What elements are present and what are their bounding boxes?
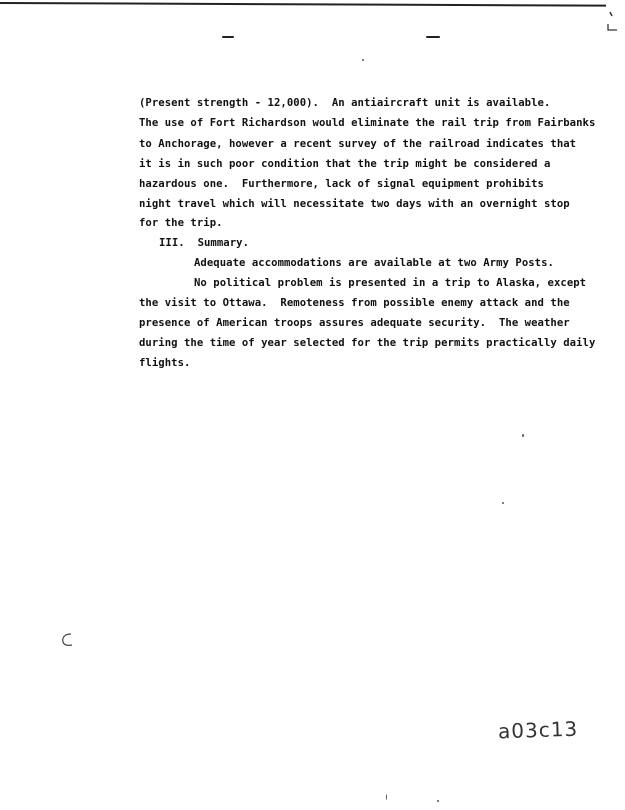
- body-line-5: hazardous one. Furthermore, lack of signal equipment prohibits: [139, 178, 544, 190]
- top-border-line: [0, 2, 606, 7]
- body-line-7: for the trip.: [139, 217, 223, 229]
- summary-line-3: the visit to Ottawa. Remoteness from possible enemy attack and the: [139, 297, 570, 309]
- header-dash-right: [426, 36, 440, 38]
- scan-speck: [502, 502, 504, 504]
- corner-mark: [605, 10, 619, 34]
- body-line-2: The use of Fort Richardson would eliminate the rail trip from Fairbanks: [139, 117, 596, 129]
- scan-speck: [386, 794, 387, 800]
- margin-bracket-mark: [60, 632, 74, 648]
- body-line-1: (Present strength - 12,000). An antiaircraft unit is available.: [139, 97, 551, 109]
- summary-line-2: No political problem is presented in a trip to Alaska, except: [194, 277, 587, 289]
- body-line-3: to Anchorage, however a recent survey of the railroad indicates that: [139, 138, 577, 150]
- section-heading: III. Summary.: [159, 237, 249, 249]
- body-line-6: night travel which will necessitate two days with an overnight stop: [139, 198, 570, 210]
- scan-speck: [522, 434, 524, 437]
- summary-line-5: during the time of year selected for the trip permits practically daily: [139, 337, 596, 349]
- summary-line-1: Adequate accommodations are available at two Army Posts.: [194, 257, 554, 269]
- archive-stamp: a03c13: [497, 716, 579, 744]
- summary-line-4: presence of American troops assures adequate security. The weather: [139, 317, 570, 329]
- summary-line-6: flights.: [139, 357, 191, 369]
- scan-speck: [437, 800, 439, 802]
- scan-speck: [362, 59, 364, 61]
- header-dash-left: [222, 36, 234, 38]
- body-line-4: it is in such poor condition that the trip might be considered a: [139, 158, 551, 170]
